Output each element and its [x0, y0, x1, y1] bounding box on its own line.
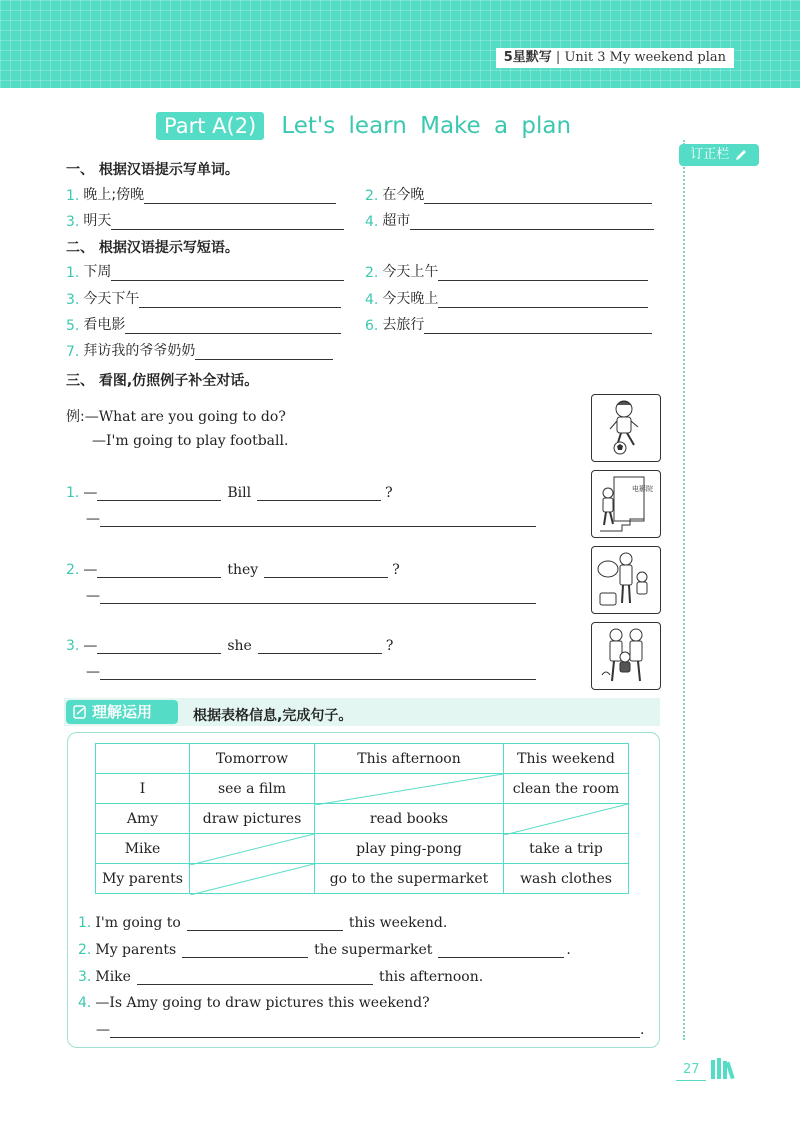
- table-row: [96, 804, 629, 834]
- answer-blank[interactable]: [424, 187, 652, 204]
- table-cell: Amy: [96, 804, 190, 834]
- s3-q3-line: 3. — she ?: [66, 638, 394, 654]
- svg-text:电影院: 电影院: [632, 485, 653, 493]
- answer-blank[interactable]: [257, 484, 381, 501]
- s1-item-2: 2. 在今晚: [365, 184, 652, 204]
- s1-item-1: 1. 晚上;傍晚: [66, 184, 336, 204]
- unit-title: Unit 3 My weekend plan: [564, 50, 726, 65]
- plan-table: [95, 743, 629, 894]
- cinema-picture: [591, 470, 661, 538]
- table-cell-empty: [504, 804, 629, 834]
- section-2-heading: 二、 根据汉语提示写短语。: [66, 240, 239, 256]
- answer-blank[interactable]: [424, 317, 652, 334]
- table-cell-empty: [315, 774, 504, 804]
- s2-item-7: 7. 拜访我的爷爷奶奶: [66, 340, 333, 360]
- table-cell: clean the room: [504, 774, 629, 804]
- section-1-heading: 一、 根据汉语提示写单词。: [66, 162, 239, 178]
- s2-item-6: 6. 去旅行: [365, 314, 652, 334]
- table-cell: go to the supermarket: [315, 864, 504, 894]
- answer-blank[interactable]: [125, 317, 341, 334]
- answer-blank[interactable]: [258, 637, 382, 654]
- s4-sentence-4: 4. —Is Amy going to draw pictures this weekend?: [78, 995, 430, 1011]
- notepad-icon: [72, 704, 88, 720]
- answer-blank[interactable]: [144, 187, 336, 204]
- pencil-icon: [734, 148, 748, 162]
- answer-blank[interactable]: [438, 941, 564, 958]
- s3-q1-answer: —: [86, 507, 536, 527]
- title-text: Let's learn Make a plan: [281, 113, 572, 139]
- grandparents-visit-picture: [591, 622, 661, 690]
- example-question: 例:—What are you going to do?: [66, 409, 286, 425]
- answer-blank[interactable]: [100, 663, 536, 680]
- s3-q2-answer: —: [86, 584, 536, 604]
- table-header-cell: [96, 744, 190, 774]
- s3-q3-answer: —: [86, 660, 536, 680]
- empty-cell-slash: [190, 834, 314, 865]
- books-icon: [710, 1058, 736, 1080]
- football-boy-picture: [591, 394, 661, 462]
- s1-item-4: 4. 超市: [365, 210, 654, 230]
- table-row: [96, 774, 629, 804]
- unit-label: 5星默写 | Unit 3 My weekend plan: [496, 48, 734, 68]
- lesson-title: [156, 112, 571, 148]
- answer-blank[interactable]: [264, 561, 388, 578]
- table-cell: see a film: [190, 774, 315, 804]
- s4-sentence-1: 1. I'm going to this weekend.: [78, 915, 448, 931]
- section-4-task: 根据表格信息,完成句子。: [193, 708, 353, 724]
- s1-item-3: 3. 明天: [66, 210, 344, 230]
- answer-blank[interactable]: [111, 213, 344, 230]
- correction-column-tab: 订正栏: [679, 144, 759, 166]
- answer-blank[interactable]: [438, 264, 648, 281]
- table-cell: My parents: [96, 864, 190, 894]
- table-cell: wash clothes: [504, 864, 629, 894]
- part-badge: Part A(2): [156, 112, 264, 140]
- family-trip-picture: [591, 546, 661, 614]
- header-band: [0, 0, 800, 88]
- answer-blank[interactable]: [110, 1021, 640, 1038]
- s4-sentence-2: 2. My parents the supermarket .: [78, 942, 571, 958]
- section-4-badge: 理解运用: [66, 700, 178, 724]
- s2-item-4: 4. 今天晚上: [365, 288, 648, 308]
- answer-blank[interactable]: [410, 213, 654, 230]
- table-header-row: [96, 744, 629, 774]
- s3-q2-line: 2. — they ?: [66, 562, 400, 578]
- answer-blank[interactable]: [438, 291, 648, 308]
- page-number: 27: [683, 1062, 700, 1077]
- empty-cell-slash: [315, 774, 503, 805]
- empty-cell-slash: [504, 804, 628, 835]
- table-row: [96, 834, 629, 864]
- table-header-cell: This weekend: [504, 744, 629, 774]
- table-cell: play ping-pong: [315, 834, 504, 864]
- table-cell: Mike: [96, 834, 190, 864]
- answer-blank[interactable]: [111, 264, 344, 281]
- answer-blank[interactable]: [182, 941, 308, 958]
- answer-blank[interactable]: [97, 484, 221, 501]
- page-number-rule: [676, 1080, 706, 1081]
- star-label: 5星默写: [503, 50, 552, 65]
- table-cell-empty: [190, 864, 315, 894]
- answer-blank[interactable]: [187, 914, 343, 931]
- table-cell-empty: [190, 834, 315, 864]
- table-cell: take a trip: [504, 834, 629, 864]
- section-3-heading: 三、 看图,仿照例子补全对话。: [66, 373, 259, 389]
- answer-blank[interactable]: [137, 968, 373, 985]
- answer-blank[interactable]: [100, 587, 536, 604]
- s4-sentence-4-answer: — .: [96, 1022, 645, 1038]
- s2-item-1: 1. 下周: [66, 261, 344, 281]
- table-cell: draw pictures: [190, 804, 315, 834]
- table-header-cell: This afternoon: [315, 744, 504, 774]
- grandparents-visit-illustration: [592, 623, 660, 689]
- answer-blank[interactable]: [139, 291, 341, 308]
- football-boy-illustration: [592, 395, 660, 461]
- empty-cell-slash: [190, 864, 314, 895]
- s2-item-5: 5. 看电影: [66, 314, 341, 334]
- cinema-illustration: [592, 471, 660, 537]
- answer-blank[interactable]: [97, 561, 221, 578]
- family-trip-illustration: [592, 547, 660, 613]
- answer-blank[interactable]: [97, 637, 221, 654]
- s3-q1-line: 1. — Bill ?: [66, 485, 393, 501]
- example-answer: —I'm going to play football.: [92, 433, 289, 449]
- s2-item-3: 3. 今天下午: [66, 288, 341, 308]
- table-cell: I: [96, 774, 190, 804]
- answer-blank[interactable]: [100, 510, 536, 527]
- table-cell: read books: [315, 804, 504, 834]
- table-row: [96, 864, 629, 894]
- correction-column-line: [683, 140, 687, 1040]
- s2-item-2: 2. 今天上午: [365, 261, 648, 281]
- answer-blank[interactable]: [195, 343, 333, 360]
- table-header-cell: Tomorrow: [190, 744, 315, 774]
- s4-sentence-3: 3. Mike this afternoon.: [78, 969, 484, 985]
